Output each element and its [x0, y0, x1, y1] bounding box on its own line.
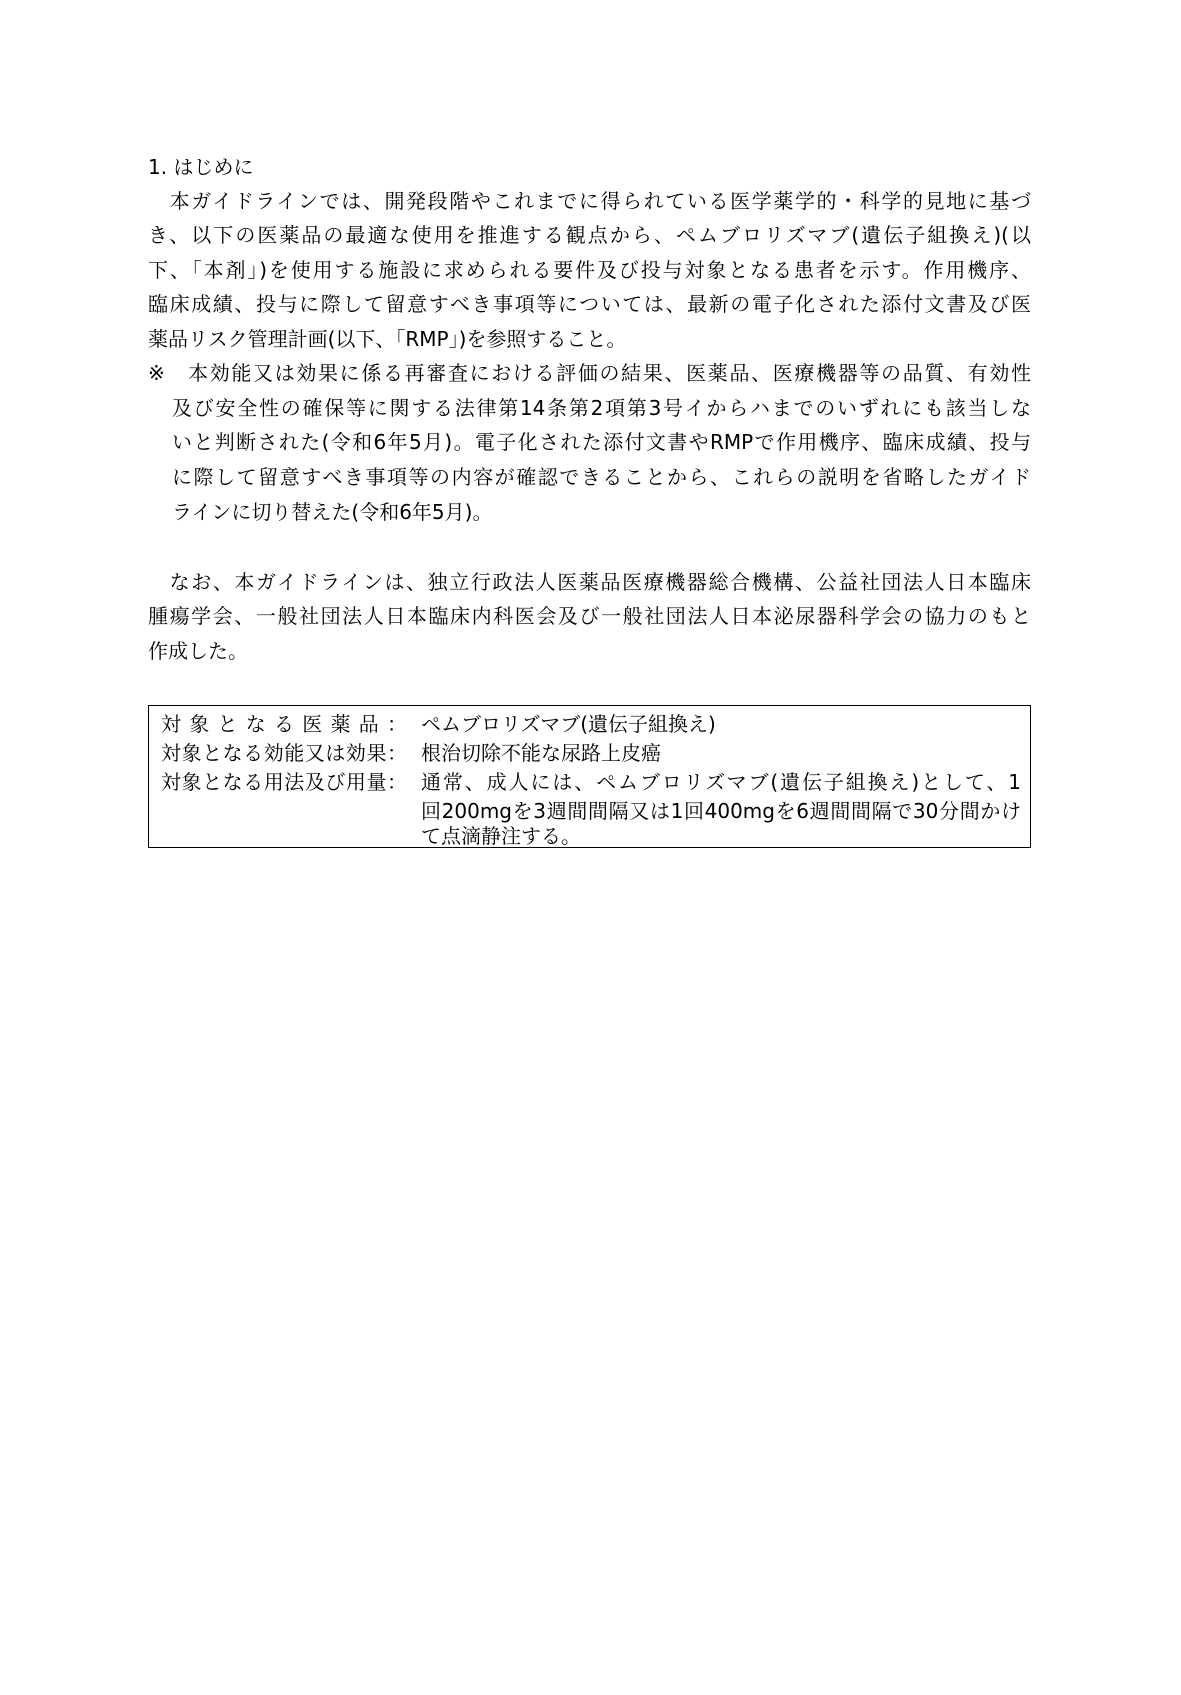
text-line: に際して留意すべき事項等の内容が確認できることから、これらの説明を省略したガイド [172, 465, 1031, 489]
text-line: ※ 本効能又は効果に係る再審査における評価の結果、医薬品、医療機器等の品質、有効性 [148, 361, 1031, 385]
dosage-value-line: 回200mgを3週間間隔又は1回400mgを6週間間隔で30分間かけ [421, 799, 1021, 823]
text-line: 本ガイドラインでは、開発段階やこれまでに得られている医学薬学的・科学的見地に基づ [148, 189, 1031, 213]
text-line: 臨床成績、投与に際して留意すべき事項等については、最新の電子化された添付文書及び医 [148, 292, 1031, 316]
section-title: 1. はじめに [148, 155, 254, 179]
indication-label: 対象となる効能又は効果： [161, 741, 407, 765]
text-line: 及び安全性の確保等に関する法律第14条第2項第3号イからハまでのいずれにも該当しな [172, 396, 1031, 420]
dosage-label: 対象となる用法及び用量： [161, 770, 407, 794]
text-line: き、以下の医薬品の最適な使用を推進する観点から、ペムブロリズマブ(遺伝子組換え)(以 [148, 223, 1031, 247]
text-line: 腫瘍学会、一般社団法人日本臨床内科医会及び一般社団法人日本泌尿器科学会の協力のもと [148, 604, 1031, 628]
text-line: 薬品リスク管理計画(以下、「RMP」)を参照すること。 [148, 327, 627, 351]
text-line: いと判断された(令和6年5月)。電子化された添付文書やRMPで作用機序、臨床成績、投与 [172, 430, 1031, 454]
drug-summary-box [148, 705, 1031, 848]
dosage-value-line: 通常、成人には、ペムブロリズマブ(遺伝子組換え)として、1 [421, 770, 1021, 794]
text-line: 作成した。 [148, 639, 248, 663]
text-line: ラインに切り替えた(令和6年5月)。 [172, 500, 493, 524]
indication-value: 根治切除不能な尿路上皮癌 [421, 741, 661, 765]
dosage-value-line: て点滴静注する。 [421, 824, 581, 848]
text-line: なお、本ガイドラインは、独立行政法人医薬品医療機器総合機構、公益社団法人日本臨床 [148, 570, 1031, 594]
target-drug-label: 対象となる医薬品： [161, 712, 407, 736]
text-line: 下、「本剤」)を使用する施設に求められる要件及び投与対象となる患者を示す。作用機序、 [148, 258, 1031, 282]
target-drug-value: ペムブロリズマブ(遺伝子組換え) [421, 712, 716, 736]
